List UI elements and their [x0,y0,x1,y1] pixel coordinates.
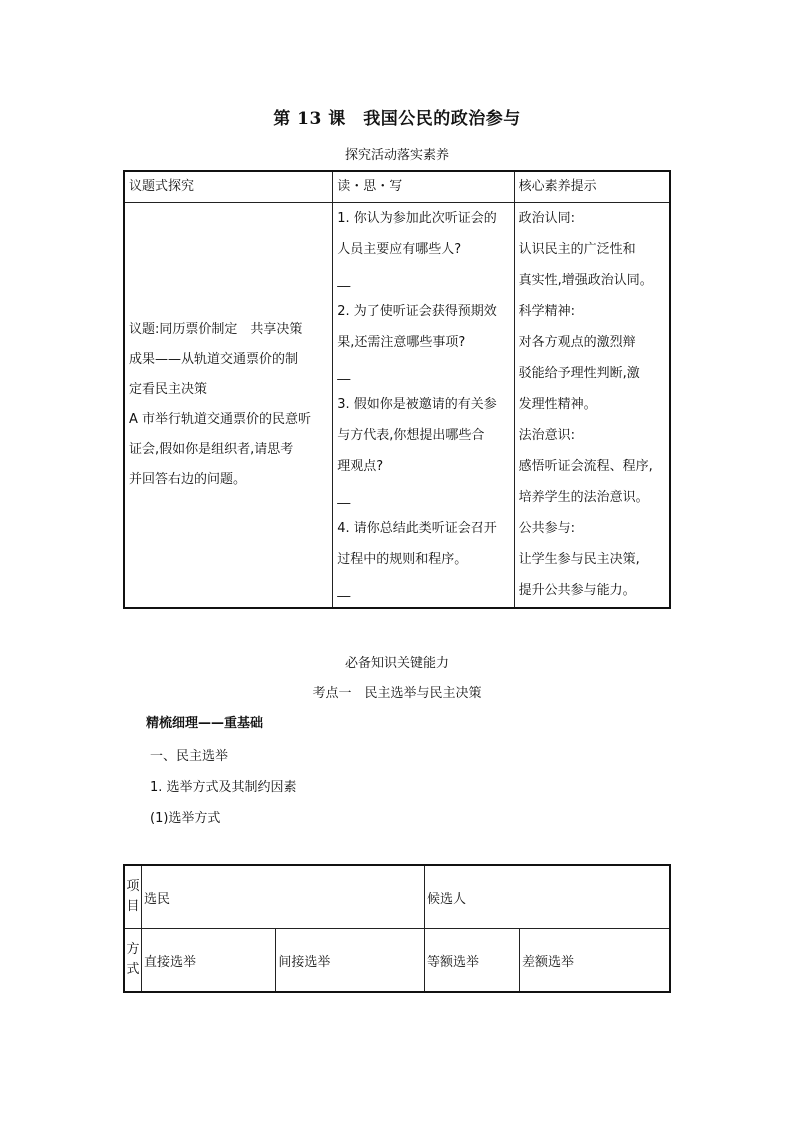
item-election-method-sub: (1)选举方式 [150,811,221,826]
question-3-line: 理观点? [337,459,384,474]
literacy-cell [514,203,670,609]
page-subtitle: 探究活动落实素养 [344,148,449,163]
literacy-line: 培养学生的法治意识。 [518,490,649,505]
cell-indirect-election: 间接选举 [276,929,425,993]
section-subheading: 考点一 民主选举与民主决策 [312,686,482,701]
cell-direct-election: 直接选举 [142,929,276,993]
method-table-row-project [124,865,670,929]
question-2-line: 2. 为了使听证会获得预期效 [337,304,497,319]
issue-line: 议题:同历票价制定 共享决策 [129,322,303,337]
row-label-method: 方式 [124,929,142,993]
question-1-line: 人员主要应有哪些人? [337,242,462,257]
literacy-line: 真实性,增强政治认同。 [518,273,653,288]
question-2-line: 果,还需注意哪些事项? [337,335,466,350]
method-table-row-method [124,929,670,993]
row-label-project: 项目 [124,865,142,929]
header-read-think-write: 读・思・写 [333,171,514,203]
literacy-line: 公共参与: [518,521,575,536]
question-4-line: 4. 请你总结此类听证会召开 [337,521,497,536]
literacy-line: 感悟听证会流程、程序, [518,459,653,474]
header-literacy: 核心素养提示 [514,171,670,203]
question-2-answer-blank: __ [337,366,351,381]
activity-table [123,170,671,609]
question-4-line: 过程中的规则和程序。 [337,552,468,567]
item-election-methods: 1. 选举方式及其制约因素 [150,780,297,795]
literacy-line: 政治认同: [518,211,575,226]
issue-line: A 市举行轨道交通票价的民意听 [129,412,312,427]
question-3-line: 与方代表,你想提出哪些合 [337,428,485,443]
issue-cell [124,203,333,609]
cell-candidate: 候选人 [425,865,671,929]
page-title: 第 13 课 我国公民的政治参与 [273,109,521,129]
cell-voter: 选民 [142,865,425,929]
literacy-line: 提升公共参与能力。 [518,583,636,598]
literacy-line: 认识民主的广泛性和 [518,242,636,257]
literacy-line: 让学生参与民主决策, [518,552,640,567]
question-1-line: 1. 你认为参加此次听证会的 [337,211,497,226]
cell-competitive-election: 差额选举 [520,929,671,993]
section-heading: 必备知识关键能力 [344,656,449,671]
cell-equal-election: 等额选举 [425,929,520,993]
literacy-line: 科学精神: [518,304,575,319]
issue-line: 定看民主决策 [129,382,208,397]
issue-line: 证会,假如你是组织者,请思考 [129,442,294,457]
issue-line: 并回答右边的问题。 [129,472,247,487]
question-4-answer-blank: __ [337,583,351,598]
literacy-line: 对各方观点的激烈辩 [518,335,636,350]
literacy-line: 发理性精神。 [518,397,597,412]
bold-subheading: 精梳细理——重基础 [146,716,264,731]
issue-line: 成果——从轨道交通票价的制 [129,352,299,367]
activity-table-body-row [124,203,670,609]
item-democratic-election: 一、民主选举 [150,749,229,764]
literacy-line: 驳能给予理性判断,激 [518,366,640,381]
question-1-answer-blank: __ [337,273,351,288]
election-method-table [123,864,671,993]
activity-table-header-row [124,171,670,203]
header-issue: 议题式探究 [124,171,333,203]
question-3-answer-blank: __ [337,490,351,505]
questions-cell [333,203,514,609]
question-3-line: 3. 假如你是被邀请的有关参 [337,397,497,412]
literacy-line: 法治意识: [518,428,575,443]
